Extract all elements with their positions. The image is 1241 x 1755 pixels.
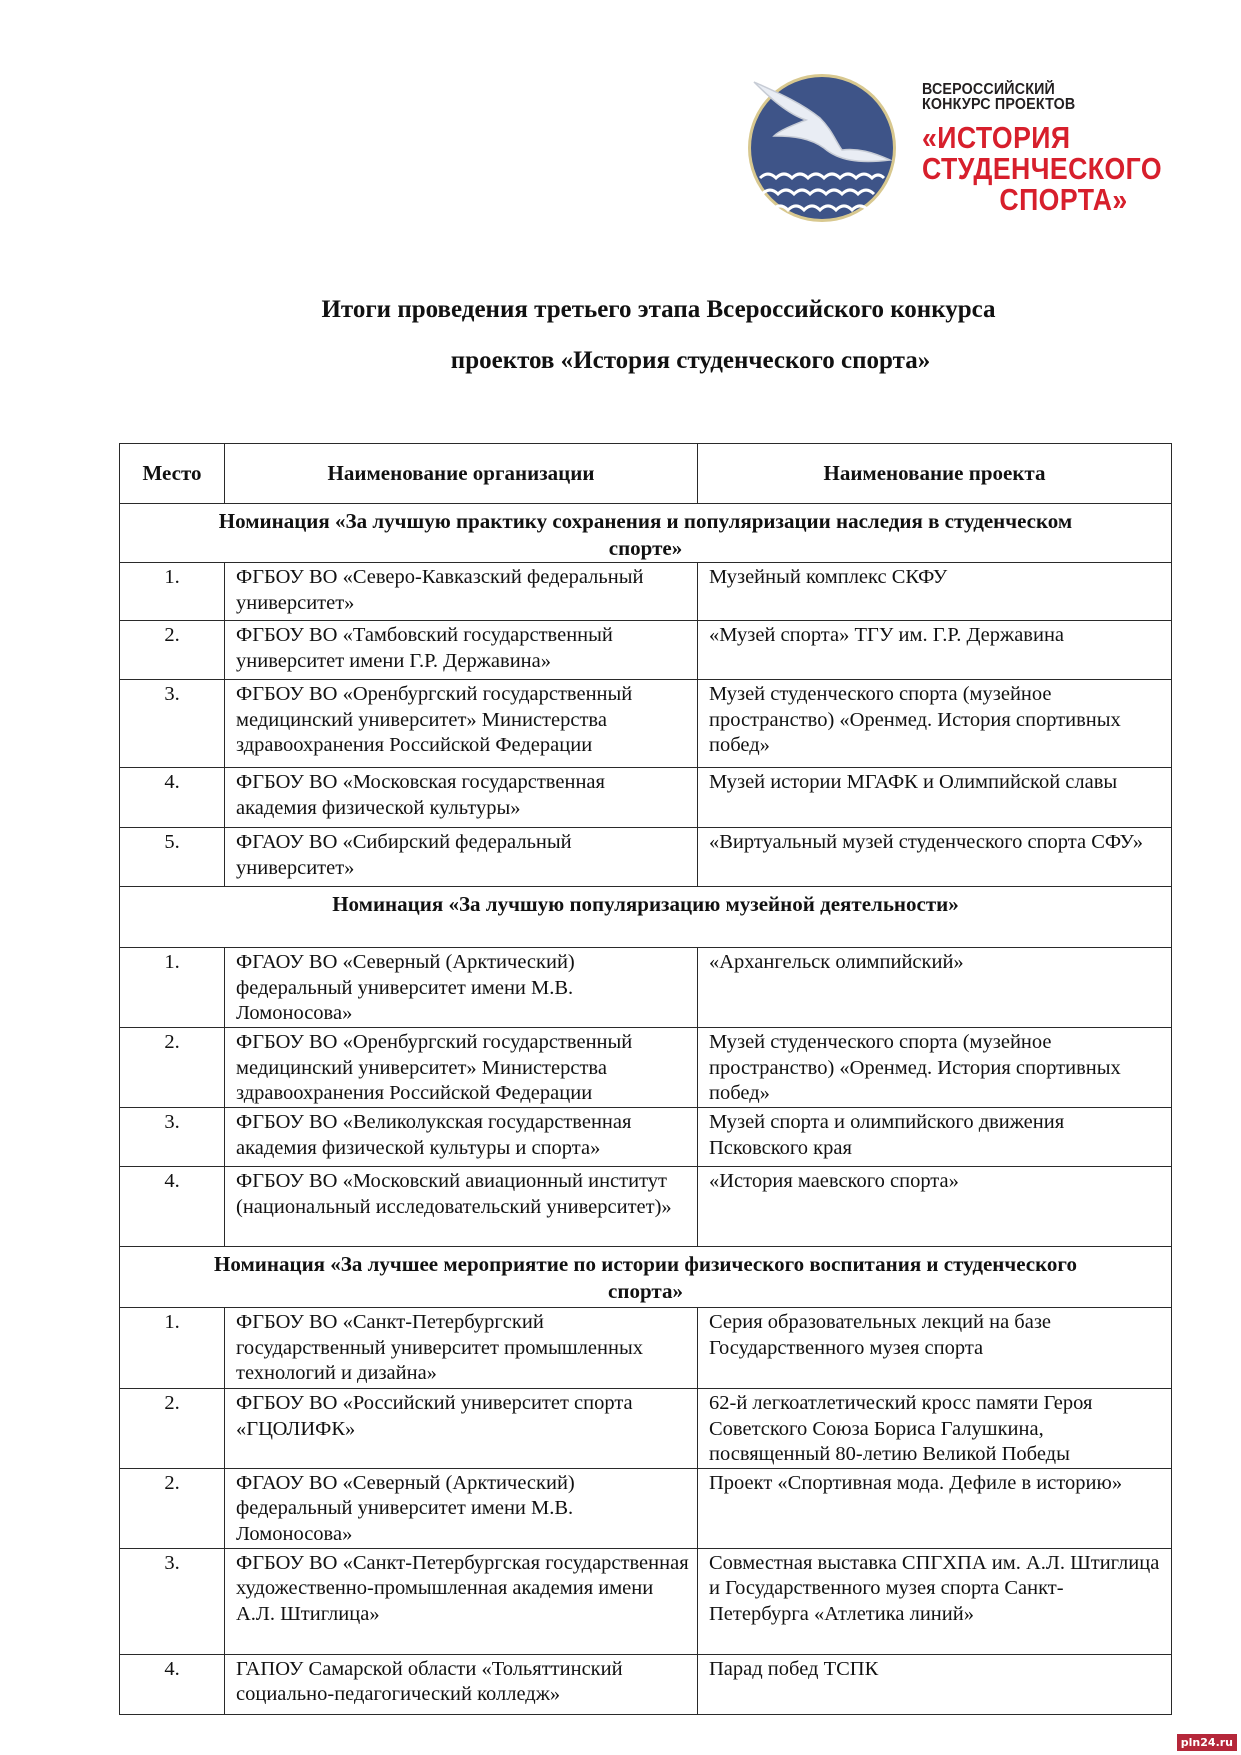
place-cell: 1. — [120, 563, 225, 621]
nomination-title: Номинация «За лучшую практику сохранения и популяризации наследия в студенческом спорте» — [120, 504, 1172, 563]
table-row — [120, 948, 1172, 1028]
table-row — [120, 1108, 1172, 1167]
table-row — [120, 621, 1172, 680]
table-row — [120, 1468, 1172, 1548]
nomination-row — [120, 887, 1172, 948]
project-cell: «Архангельск олимпийский» — [698, 948, 1172, 1028]
table-row — [120, 563, 1172, 621]
project-cell: Музей студенческого спорта (музейное пространство) «Оренмед. История спортивных побед» — [698, 680, 1172, 768]
results-table — [119, 443, 1172, 1715]
logo-line-3: «ИСТОРИЯ — [922, 120, 1071, 155]
place-cell: 3. — [120, 1108, 225, 1167]
table-row — [120, 768, 1172, 828]
document-title-line-2: проектов «История студенческого спорта» — [450, 347, 931, 374]
contest-logo — [740, 68, 1163, 228]
place-cell: 3. — [120, 680, 225, 768]
place-cell: 2. — [120, 621, 225, 680]
nomination-title: Номинация «За лучшее мероприятие по истории физического воспитания и студенческого спорта» — [120, 1247, 1172, 1308]
organization-cell: ФГБОУ ВО «Великолукская государственная академия физической культуры и спорта» — [225, 1108, 698, 1167]
project-cell: Музей спорта и олимпийского движения Псковского края — [698, 1108, 1172, 1167]
logo-wordmark — [922, 82, 1162, 215]
header-project: Наименование проекта — [698, 444, 1172, 504]
project-cell: Проект «Спортивная мода. Дефиле в историю» — [698, 1468, 1172, 1548]
organization-cell: ФГАОУ ВО «Сибирский федеральный университет» — [225, 828, 698, 887]
organization-cell: ФГБОУ ВО «Северо-Кавказский федеральный университет» — [225, 563, 698, 621]
table-row — [120, 1654, 1172, 1714]
table-row — [120, 680, 1172, 768]
logo-line-1: ВСЕРОССИЙСКИЙ — [922, 81, 1055, 98]
logo-line-4: СТУДЕНЧЕСКОГО — [922, 151, 1163, 186]
project-cell: Серия образовательных лекций на базе Государственного музея спорта — [698, 1308, 1172, 1389]
project-cell: «Виртуальный музей студенческого спорта СФУ» — [698, 828, 1172, 887]
table-body — [120, 504, 1172, 1715]
table-row — [120, 1308, 1172, 1389]
seagull-emblem-icon — [740, 68, 905, 228]
table-row — [120, 1389, 1172, 1469]
place-cell: 1. — [120, 1308, 225, 1389]
table-row — [120, 1167, 1172, 1247]
place-cell: 1. — [120, 948, 225, 1028]
table-row — [120, 1028, 1172, 1108]
logo-line-2: КОНКУРС ПРОЕКТОВ — [922, 96, 1076, 113]
nomination-title: Номинация «За лучшую популяризацию музейной деятельности» — [120, 887, 1172, 948]
table-row — [120, 828, 1172, 887]
header-organization: Наименование организации — [225, 444, 698, 504]
project-cell: Музей истории МГАФК и Олимпийской славы — [698, 768, 1172, 828]
organization-cell: ФГАОУ ВО «Северный (Арктический) федеральный университет имени М.В. Ломоносова» — [225, 1468, 698, 1548]
project-cell: 62-й легкоатлетический кросс памяти Героя Советского Союза Бориса Галушкина, посвященный 80-летию Великой Победы — [698, 1389, 1172, 1469]
organization-cell: ФГАОУ ВО «Северный (Арктический) федеральный университет имени М.В. Ломоносова» — [225, 948, 698, 1028]
organization-cell: ФГБОУ ВО «Санкт-Петербургский государственный университет промышленных технологий и дизайна» — [225, 1308, 698, 1389]
place-cell: 2. — [120, 1389, 225, 1469]
document-title-line-1: Итоги проведения третьего этапа Всероссийского конкурса — [321, 296, 996, 323]
nomination-row — [120, 504, 1172, 563]
place-cell: 3. — [120, 1548, 225, 1654]
project-cell: Музейный комплекс СКФУ — [698, 563, 1172, 621]
place-cell: 4. — [120, 768, 225, 828]
nomination-row — [120, 1247, 1172, 1308]
organization-cell: ФГБОУ ВО «Российский университет спорта «ГЦОЛИФК» — [225, 1389, 698, 1469]
organization-cell: ФГБОУ ВО «Оренбургский государственный медицинский университет» Министерства здравоохранения Российской Федерации — [225, 1028, 698, 1108]
project-cell: Совместная выставка СПГХПА им. А.Л. Штиглица и Государственного музея спорта Санкт-Петербурга «Атлетика линий» — [698, 1548, 1172, 1654]
project-cell: «Музей спорта» ТГУ им. Г.Р. Державина — [698, 621, 1172, 680]
logo-line-5: СПОРТА» — [999, 182, 1128, 217]
table-header-row — [120, 444, 1172, 504]
header-place: Место — [120, 444, 225, 504]
table-row — [120, 1548, 1172, 1654]
organization-cell: ФГБОУ ВО «Санкт-Петербургская государственная художественно-промышленная академия имени А.Л. Штиглица» — [225, 1548, 698, 1654]
organization-cell: ФГБОУ ВО «Оренбургский государственный медицинский университет» Министерства здравоохранения Российской Федерации — [225, 680, 698, 768]
site-watermark: pln24.ru — [1177, 1734, 1237, 1751]
project-cell: «История маевского спорта» — [698, 1167, 1172, 1247]
organization-cell: ГАПОУ Самарской области «Тольяттинский социально-педагогический колледж» — [225, 1654, 698, 1714]
project-cell: Музей студенческого спорта (музейное пространство) «Оренмед. История спортивных побед» — [698, 1028, 1172, 1108]
organization-cell: ФГБОУ ВО «Московский авиационный институт (национальный исследовательский университет)» — [225, 1167, 698, 1247]
organization-cell: ФГБОУ ВО «Московская государственная академия физической культуры» — [225, 768, 698, 828]
place-cell: 2. — [120, 1468, 225, 1548]
place-cell: 4. — [120, 1654, 225, 1714]
place-cell: 5. — [120, 828, 225, 887]
organization-cell: ФГБОУ ВО «Тамбовский государственный университет имени Г.Р. Державина» — [225, 621, 698, 680]
project-cell: Парад побед ТСПК — [698, 1654, 1172, 1714]
place-cell: 4. — [120, 1167, 225, 1247]
place-cell: 2. — [120, 1028, 225, 1108]
